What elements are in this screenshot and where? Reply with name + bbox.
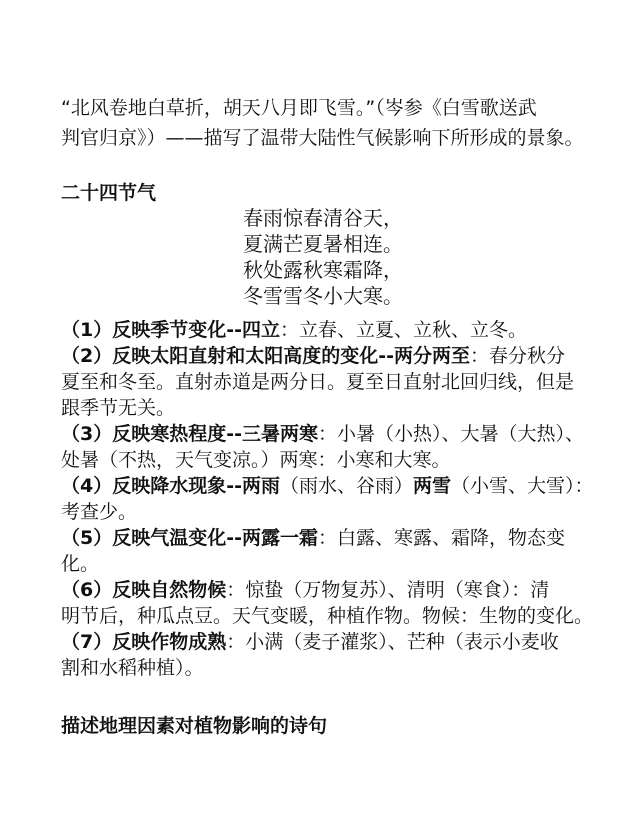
item-6-line-2: 明节后，种瓜点豆。天气变暖，种植作物。物候：生物的变化。 (61, 605, 594, 627)
item-3-line-2: 处暑（不热，天气变凉。）两寒：小寒和大寒。 (61, 449, 451, 471)
item-5-text: ：白露、寒露、霜降，物态变 (318, 527, 566, 549)
item-2-head: 反映太阳直射和太阳高度的变化--两分两至 (112, 345, 471, 367)
item-2-num: （2） (61, 345, 113, 367)
section-title-poems: 描述地理因素对植物影响的诗句 (61, 715, 328, 737)
intro-line-2: 判官归京》）——描写了温带大陆性气候影响下所形成的景象。 (61, 127, 584, 149)
item-4-num: （4） (61, 475, 113, 497)
poem-line-3: 秋处露秋寒霜降， (243, 258, 403, 282)
item-7-line-2: 割和水稻种植）。 (61, 657, 204, 679)
item-4-text-a: （雨水、谷雨） (280, 475, 414, 497)
item-7-text: ：小满（麦子灌浆）、芒种（表示小麦收 (226, 631, 559, 653)
item-2-text: ：春分秋分 (470, 345, 566, 367)
item-1-head: 反映季节变化--四立 (112, 319, 281, 341)
item-3-head: 反映寒热程度--三暑两寒 (112, 423, 319, 445)
poem-line-2: 夏满芒夏暑相连。 (243, 232, 403, 256)
item-4-head-2: 两雪 (413, 475, 452, 497)
item-4 (61, 473, 594, 499)
item-2 (61, 343, 565, 369)
item-3 (61, 421, 584, 447)
poem-line-1: 春雨惊春清谷天， (243, 206, 403, 230)
item-5-line-2: 化。 (61, 553, 100, 575)
item-7-num: （7） (61, 631, 113, 653)
item-4-line-2: 考查少。 (61, 501, 138, 523)
item-5 (61, 525, 565, 551)
item-3-text: ：小暑（小热）、大暑（大热）、 (318, 423, 585, 445)
item-3-num: （3） (61, 423, 113, 445)
section-title-solar-terms: 二十四节气 (61, 182, 157, 204)
item-6 (61, 577, 549, 603)
item-7-head: 反映作物成熟 (112, 631, 227, 653)
item-6-text: ：惊蛰（万物复苏）、清明（寒食）：清 (226, 579, 550, 601)
intro-line-1: “北风卷地白草折，胡天八月即飞雪。”（岑参《白雪歌送武 (61, 97, 537, 119)
item-1-text: ：立春、立夏、立秋、立冬。 (280, 319, 528, 341)
item-2-line-3: 跟季节无关。 (61, 397, 176, 419)
item-5-head: 反映气温变化--两露一霜 (112, 527, 319, 549)
item-6-head: 反映自然物候 (112, 579, 227, 601)
item-1-num: （1） (61, 319, 113, 341)
item-4-text-b: （小雪、大雪）： (451, 475, 594, 497)
item-6-num: （6） (61, 579, 113, 601)
item-7 (61, 629, 559, 655)
item-4-head: 反映降水现象--两雨 (112, 475, 281, 497)
item-5-num: （5） (61, 527, 113, 549)
poem-line-4: 冬雪雪冬小大寒。 (243, 284, 403, 308)
item-2-line-2: 夏至和冬至。直射赤道是两分日。夏至日直射北回归线，但是 (61, 371, 575, 393)
item-1 (61, 317, 527, 343)
